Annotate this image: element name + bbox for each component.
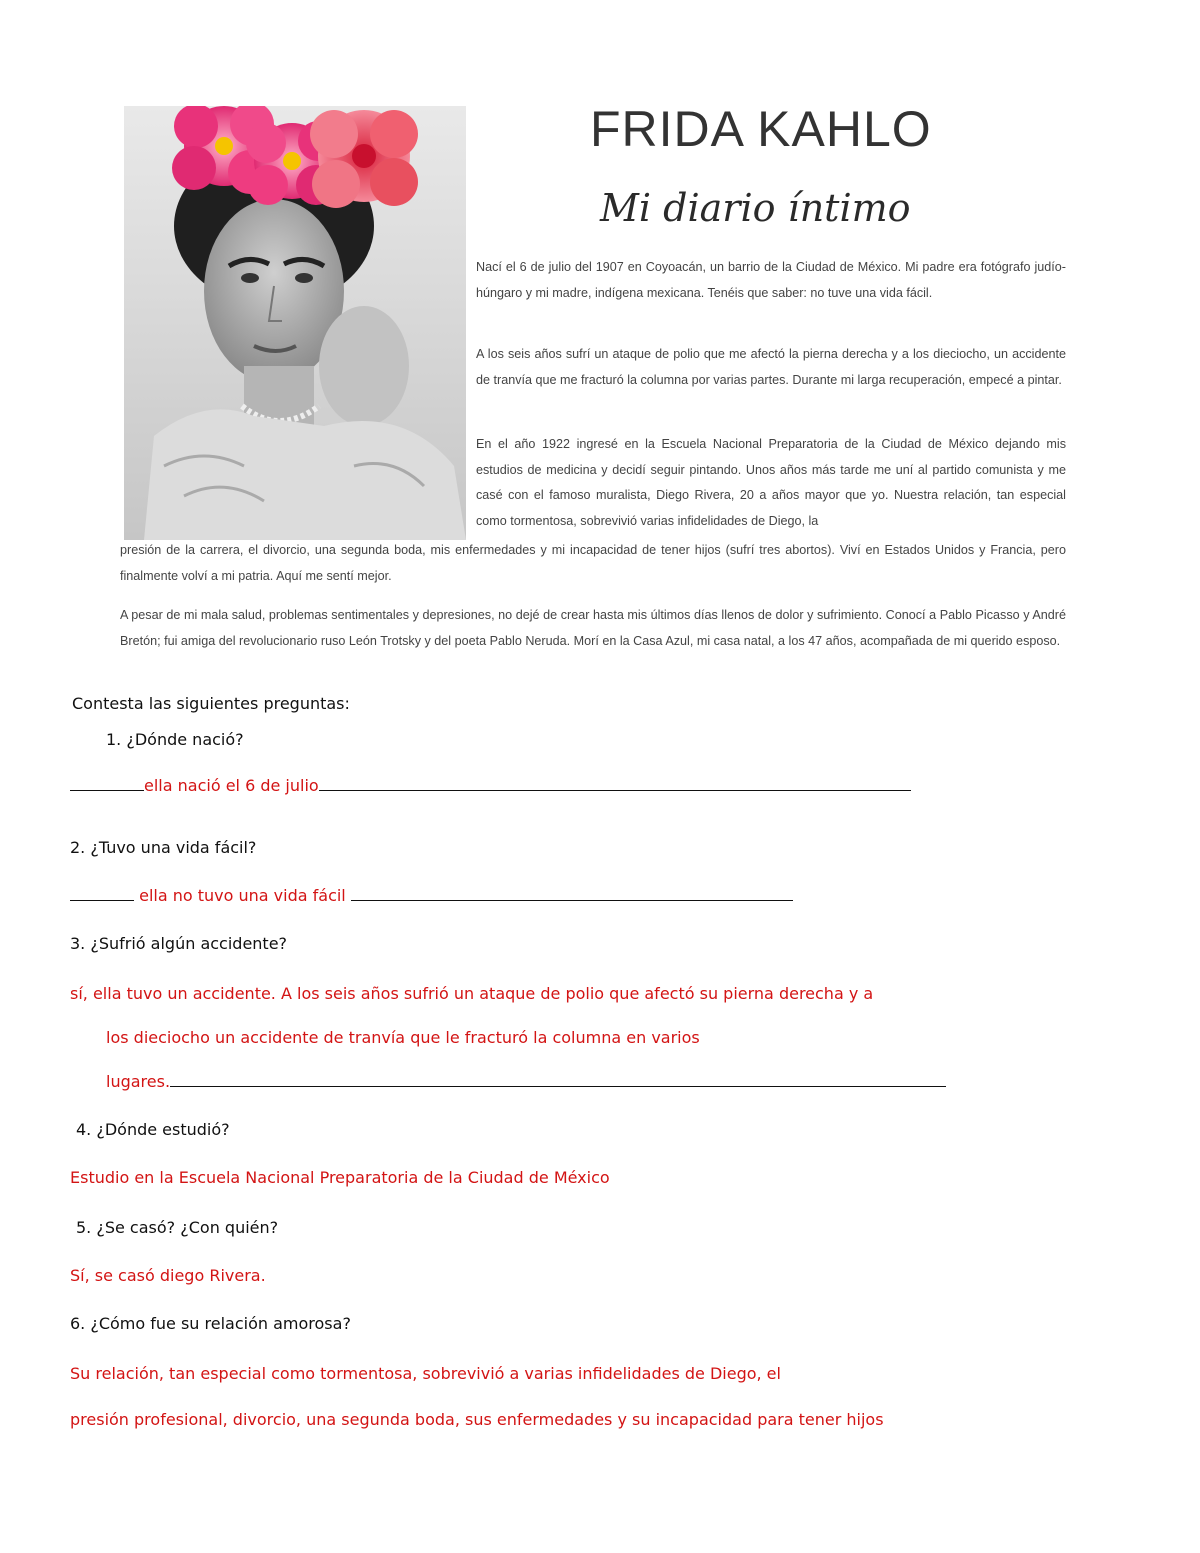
- answer-6-line-2: presión profesional, divorcio, una segunda boda, sus enfermedades y su incapacidad para tener hijos: [70, 1410, 884, 1429]
- bio-paragraph-2: A los seis años sufrí un ataque de polio que me afectó la pierna derecha y a los dieciocho, un accidente de tranvía que me fracturó la columna por varias partes. Durante mi larga recuperación, empecé a pintar.: [476, 347, 1066, 387]
- answer-3-line-3-text: lugares.: [106, 1072, 171, 1091]
- answer-3-line-1: sí, ella tuvo un accidente. A los seis años sufrió un ataque de polio que afectó su pierna derecha y a: [70, 984, 874, 1003]
- question-3: 3. ¿Sufrió algún accidente?: [70, 934, 288, 953]
- question-6: 6. ¿Cómo fue su relación amorosa?: [70, 1314, 351, 1333]
- page-title: FRIDA KAHLO: [590, 101, 932, 157]
- question-1: 1. ¿Dónde nació?: [106, 730, 244, 749]
- answer-5: Sí, se casó diego Rivera.: [70, 1266, 266, 1285]
- portrait-photo: [124, 106, 466, 540]
- bio-paragraph-3a: En el año 1922 ingresé en la Escuela Nacional Preparatoria de la Ciudad de México dejando mis estudios de medicina y decidí seguir pintando. Unos años más tarde me uní al partido comunista y me casé con el famoso muralista, Diego Rivera, 20 a años mayor que yo. Nuestra relación, tan especial como tormentosa, sobrevivió varias infidelidades de Diego, la: [476, 437, 1066, 528]
- question-5: 5. ¿Se casó? ¿Con quién?: [76, 1218, 279, 1237]
- answer-4: Estudio en la Escuela Nacional Preparatoria de la Ciudad de México: [70, 1168, 610, 1187]
- answer-2-line[interactable]: [70, 886, 793, 905]
- page-subtitle: Mi diario íntimo: [600, 186, 911, 230]
- answer-1-line[interactable]: [70, 776, 911, 795]
- answer-3-line-3[interactable]: [106, 1072, 946, 1091]
- question-4: 4. ¿Dónde estudió?: [76, 1120, 230, 1139]
- answer-6-line-1: Su relación, tan especial como tormentosa, sobrevivió a varias infidelidades de Diego, el: [70, 1364, 781, 1383]
- instruction: Contesta las siguientes preguntas:: [72, 694, 350, 713]
- bio-paragraph-1: Nací el 6 de julio del 1907 en Coyoacán, un barrio de la Ciudad de México. Mi padre era fotógrafo judío-húngaro y mi madre, indígena mexicana. Tenéis que saber: no tuve una vida fácil.: [476, 260, 1066, 300]
- bio-paragraph-3b: presión de la carrera, el divorcio, una segunda boda, mis enfermedades y mi incapacidad de tener hijos (sufrí tres abortos). Viví en Estados Unidos y Francia, pero finalmente volví a mi patria. Aquí me sentí mejor.: [120, 543, 1066, 583]
- bio-paragraph-4: A pesar de mi mala salud, problemas sentimentales y depresiones, no dejé de crear hasta mis últimos días llenos de dolor y sufrimiento. Conocí a Pablo Picasso y André Bretón; fui amiga del revolucionario ruso León Trotsky y del poeta Pablo Neruda. Morí en la Casa Azul, mi casa natal, a los 47 años, acompañada de mi querido esposo.: [120, 608, 1066, 648]
- answer-3-line-2: los dieciocho un accidente de tranvía que le fracturó la columna en varios: [106, 1028, 700, 1047]
- answer-2: ella no tuvo una vida fácil: [139, 886, 346, 905]
- question-2: 2. ¿Tuvo una vida fácil?: [70, 838, 257, 857]
- answer-1: ella nació el 6 de julio: [144, 776, 319, 795]
